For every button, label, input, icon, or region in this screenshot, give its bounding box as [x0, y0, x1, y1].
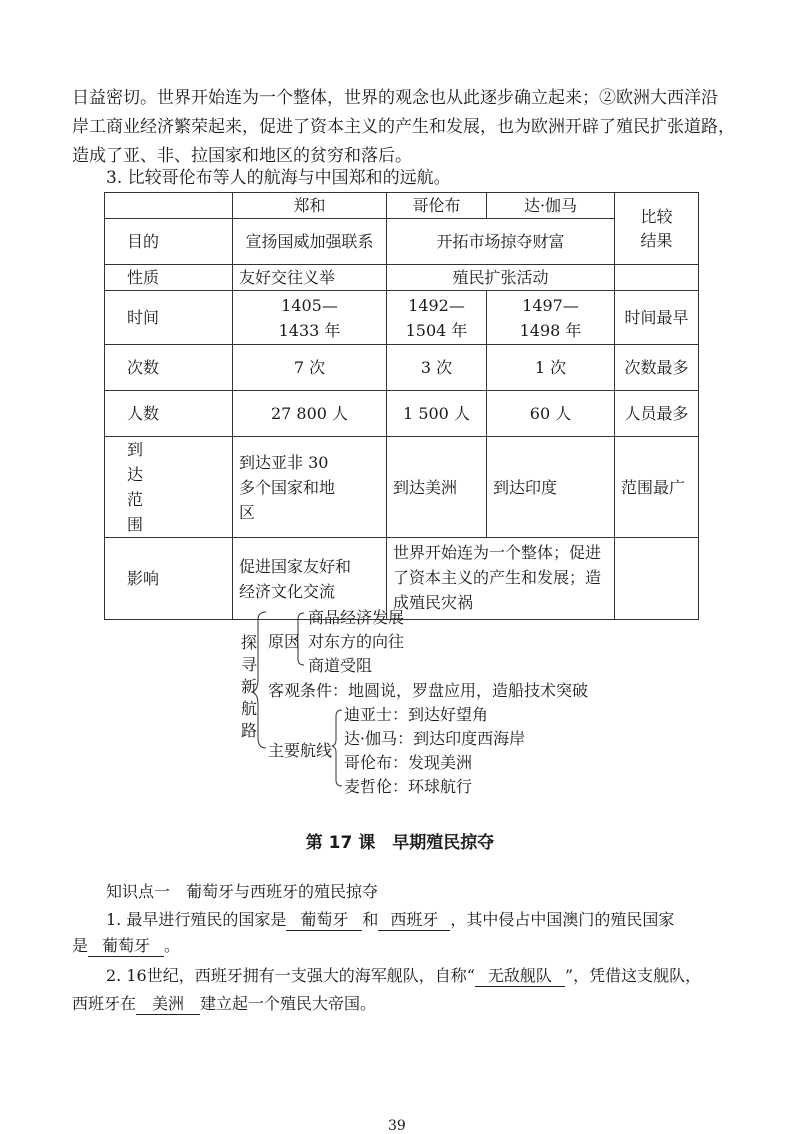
question-2-line-1: 2. 16世纪，西班牙拥有一支强大的海军舰队，自称“ 无敌舰队 ”，凭借这支舰队，	[106, 966, 702, 985]
intro-line-3: 造成了亚、非、拉国家和地区的贫穷和落后。	[72, 146, 412, 166]
row-label-impact: 影响	[105, 538, 233, 620]
header-compare: 比较结果	[615, 193, 699, 265]
cell-nature-west: 殖民扩张活动	[387, 265, 615, 291]
lesson-title: 第 17 课 早期殖民掠夺	[305, 833, 495, 853]
reason-2: 对东方的向往	[308, 632, 405, 651]
reason-label: 原因	[268, 632, 301, 651]
row-label-range: 到达范围	[105, 437, 233, 538]
cell-time-result: 时间最早	[615, 291, 699, 345]
answer-blank: 无敌舰队	[475, 966, 565, 987]
row-label-count: 次数	[105, 345, 233, 391]
route-1: 迪亚士：到达好望角	[344, 705, 489, 724]
answer-blank: 西班牙	[378, 910, 450, 931]
header-gama: 达·伽马	[487, 193, 615, 219]
page-number: 39	[388, 1118, 406, 1134]
knowledge-point-1: 知识点一 葡萄牙与西班牙的殖民掠夺	[106, 882, 379, 901]
row-label-purpose: 目的	[105, 219, 233, 265]
row-label-people: 人数	[105, 391, 233, 437]
cell-range-gama: 到达印度	[487, 437, 615, 538]
reason-3: 商道受阻	[308, 656, 373, 675]
question-2-line-2: 西班牙在 美洲 建立起一个殖民大帝国。	[72, 994, 377, 1013]
route-2: 达·伽马：到达印度西海岸	[344, 729, 526, 748]
cell-count-columbus: 3 次	[387, 345, 487, 391]
objective-conditions: 客观条件：地圆说，罗盘应用，造船技术突破	[268, 681, 589, 700]
question-3: 3. 比较哥伦布等人的航海与中国郑和的远航。	[106, 168, 451, 188]
cell-count-gama: 1 次	[487, 345, 615, 391]
row-label-nature: 性质	[105, 265, 233, 291]
intro-line-2: 岸工商业经济繁荣起来，促进了资本主义的产生和发展，也为欧洲开辟了殖民扩张道路，	[72, 117, 735, 137]
cell-purpose-zhenghe: 宣扬国威加强联系	[233, 219, 387, 265]
cell-purpose-west: 开拓市场掠夺财富	[387, 219, 615, 265]
cell-impact-zhenghe: 促进国家友好和经济文化交流	[233, 538, 387, 620]
header-zhenghe: 郑和	[233, 193, 387, 219]
cell-count-result: 次数最多	[615, 345, 699, 391]
cell-time-gama: 1497—1498 年	[487, 291, 615, 345]
cell-impact-west: 世界开始连为一个整体；促进了资本主义的产生和发展；造成殖民灾祸	[387, 538, 615, 620]
answer-blank: 美洲	[136, 994, 200, 1015]
cell-nature-zhenghe: 友好交往义举	[233, 265, 387, 291]
cell-people-columbus: 1 500 人	[387, 391, 487, 437]
cell-time-zhenghe: 1405—1433 年	[233, 291, 387, 345]
route-4: 麦哲伦：环球航行	[344, 777, 473, 796]
reason-1: 商品经济发展	[308, 608, 405, 627]
intro-line-1: 日益密切。世界开始连为一个整体，世界的观念也从此逐步确立起来；②欧洲大西洋沿	[72, 88, 718, 108]
cell-people-gama: 60 人	[487, 391, 615, 437]
route-3: 哥伦布：发现美洲	[344, 753, 473, 772]
cell-count-zhenghe: 7 次	[233, 345, 387, 391]
question-1-line-1: 1. 最早进行殖民的国家是 葡萄牙 和 西班牙 ，其中侵占中国澳门的殖民国家	[106, 910, 675, 929]
mindmap-title: 探 寻 新 航 路	[240, 633, 257, 740]
header-columbus: 哥伦布	[387, 193, 487, 219]
row-label-time: 时间	[105, 291, 233, 345]
answer-blank: 葡萄牙	[286, 910, 362, 931]
cell-range-result: 范围最广	[615, 437, 699, 538]
cell-people-zhenghe: 27 800 人	[233, 391, 387, 437]
cell-range-columbus: 到达美洲	[387, 437, 487, 538]
cell-people-result: 人员最多	[615, 391, 699, 437]
question-1-line-2: 是 葡萄牙 。	[72, 936, 181, 955]
cell-time-columbus: 1492—1504 年	[387, 291, 487, 345]
answer-blank: 葡萄牙	[88, 936, 164, 957]
routes-label: 主要航线	[268, 741, 333, 760]
cell-range-zhenghe: 到达亚非 30 多个国家和地区	[233, 437, 387, 538]
